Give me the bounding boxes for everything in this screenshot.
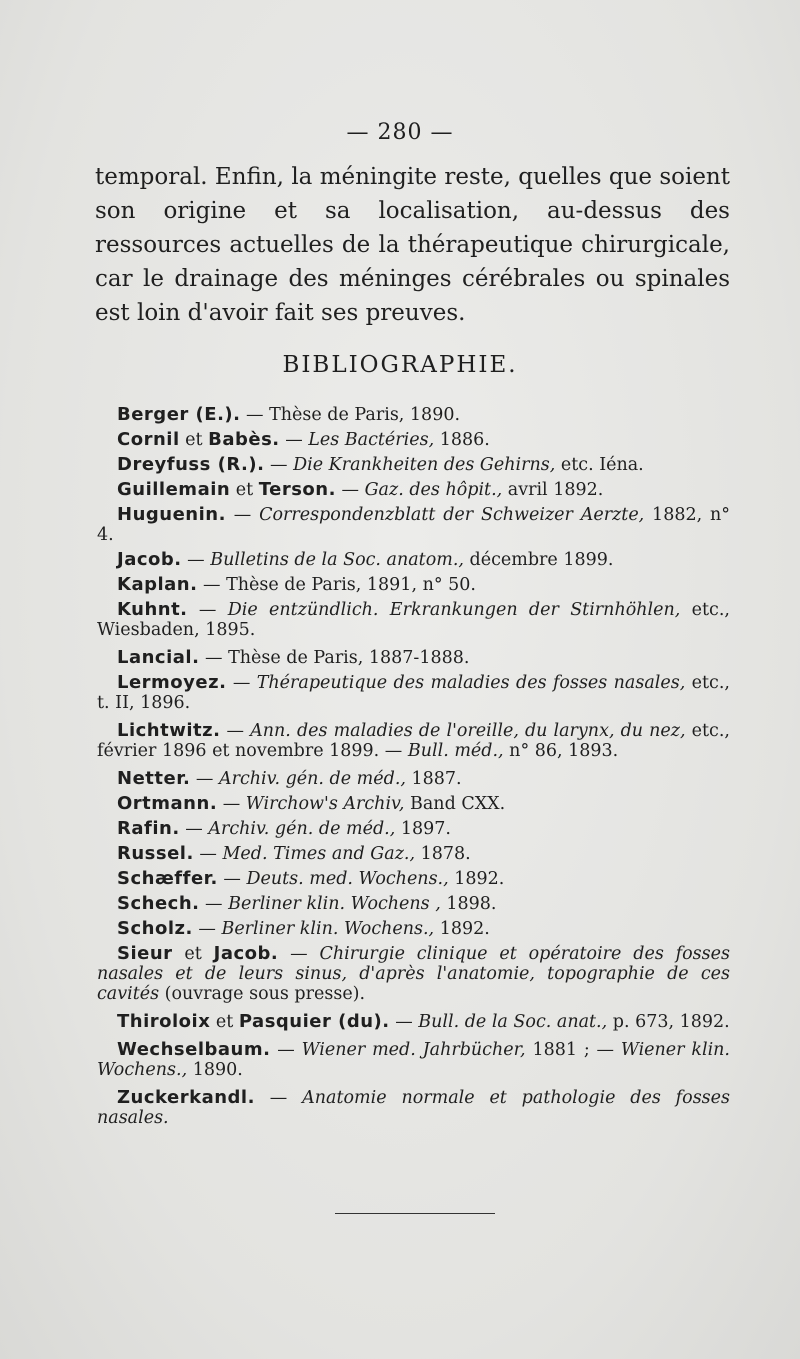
- entry-author: Russel.: [117, 843, 194, 864]
- entry-details: 1882, n° 4.: [97, 505, 730, 545]
- entry-title: Ann. des maladies de l'oreille, du larynx, du nez,: [250, 721, 686, 741]
- entry-title: Die Krankheiten des Gehirns,: [293, 455, 556, 475]
- intro-paragraph: [95, 160, 730, 330]
- entry-author: Wechselbaum.: [117, 1039, 271, 1060]
- entry-dash: —: [226, 673, 257, 693]
- entry-details: 1881 ; —: [525, 1040, 621, 1060]
- entry-coauthor: Babès.: [208, 429, 280, 450]
- entry-title: Berliner klin. Wochens.,: [221, 919, 435, 939]
- entry-conjunction: et: [179, 430, 209, 450]
- entry-author: Jacob.: [117, 549, 182, 570]
- entry-dash: —: [220, 721, 251, 741]
- bibliography-entry: [97, 944, 730, 1004]
- entry-title: Correspondenzblatt der Schweizer Aerzte,: [259, 505, 645, 525]
- entry-conjunction: et: [172, 944, 214, 964]
- entry-details: 1897.: [395, 819, 451, 839]
- entry-details: décembre 1899.: [463, 550, 614, 570]
- bibliography-entry: [97, 869, 730, 889]
- bibliography-list: [97, 405, 730, 1136]
- entry-author: Zuckerkandl.: [117, 1087, 255, 1108]
- entry-title: Les Bactéries,: [308, 430, 435, 450]
- bibliography-entry: [97, 455, 730, 475]
- bibliography-entry: [97, 1040, 730, 1080]
- entry-dash: —: [278, 944, 320, 964]
- bibliography-entry: [97, 600, 730, 640]
- page-number: — 280 —: [346, 120, 454, 145]
- entry-title: Gaz. des hôpit.,: [364, 480, 503, 500]
- bibliography-entry: [97, 919, 730, 939]
- entry-details: 1898.: [440, 894, 497, 914]
- entry-details: 1886.: [434, 430, 490, 450]
- bibliography-entry: [97, 769, 730, 789]
- entry-title: Chirurgie clinique et opératoire des fosses nasales et de leurs sinus, d'après l'anatomie, topographie de ces cavités: [97, 944, 730, 1004]
- entry-dash: —: [225, 505, 260, 525]
- entry-details: Band CXX.: [404, 794, 506, 814]
- bibliography-entry: [97, 894, 730, 914]
- entry-dash: —: [217, 869, 247, 889]
- entry-author: Rafin.: [117, 818, 180, 839]
- entry-details: etc., Wiesbaden, 1895.: [97, 600, 730, 640]
- entry-dash: —: [217, 794, 246, 814]
- entry-details: 1892.: [448, 869, 505, 889]
- entry-author: Guillemain: [117, 479, 231, 500]
- entry-title: Deuts. med. Wochens.,: [246, 869, 449, 889]
- entry-author: Schech.: [117, 893, 200, 914]
- entry-details: Thèse de Paris, 1887-1888.: [228, 648, 470, 668]
- entry-dash: —: [181, 550, 211, 570]
- bibliography-entry: [97, 405, 730, 425]
- entry-title: Bulletins de la Soc. anatom.,: [210, 550, 464, 570]
- entry-title: Berliner klin. Wochens ,: [228, 894, 441, 914]
- bibliography-entry: [97, 673, 730, 713]
- entry-dash: —: [179, 819, 209, 839]
- entry-details: 1892.: [434, 919, 490, 939]
- entry-title-secondary: Bull. méd.,: [407, 741, 504, 761]
- bibliography-entry: [97, 505, 730, 545]
- entry-title-secondary: Wiener klin. Wochens.,: [97, 1040, 730, 1080]
- entry-dash: —: [264, 455, 294, 475]
- entry-author: Sieur: [117, 943, 173, 964]
- entry-details: etc., t. II, 1896.: [97, 673, 730, 713]
- entry-dash: —: [389, 1012, 419, 1032]
- entry-title: Wiener med. Jahrbücher,: [301, 1040, 526, 1060]
- entry-details: avril 1892.: [502, 480, 604, 500]
- entry-author: Cornil: [117, 429, 180, 450]
- entry-author: Ortmann.: [117, 793, 218, 814]
- entry-conjunction: et: [230, 480, 259, 500]
- bibliography-entry: [97, 550, 730, 570]
- entry-dash: —: [197, 575, 227, 595]
- entry-coauthor: Jacob.: [213, 943, 279, 964]
- section-heading: BIBLIOGRAPHIE.: [282, 352, 518, 378]
- entry-author: Netter.: [117, 768, 191, 789]
- bibliography-entry: [97, 1088, 730, 1128]
- bibliography-entry: [97, 794, 730, 814]
- entry-author: Lermoyez.: [117, 672, 227, 693]
- entry-author: Dreyfuss (R.).: [117, 454, 265, 475]
- entry-details: Thèse de Paris, 1891, n° 50.: [226, 575, 476, 595]
- entry-dash: —: [270, 1040, 302, 1060]
- end-rule: [335, 1213, 495, 1214]
- entry-dash: —: [192, 919, 222, 939]
- bibliography-entry: [97, 648, 730, 668]
- entry-author: Thiroloix: [117, 1011, 211, 1032]
- bibliography-entry: [97, 480, 730, 500]
- bibliography-entry: [97, 844, 730, 864]
- entry-title: Thérapeutique des maladies des fosses nasales,: [256, 673, 686, 693]
- entry-dash: —: [335, 480, 365, 500]
- entry-details: Thèse de Paris, 1890.: [269, 405, 461, 425]
- entry-author: Lichtwitz.: [117, 720, 221, 741]
- entry-author: Kaplan.: [117, 574, 198, 595]
- entry-title: Die entzündlich. Erkrankungen der Stirnhöhlen,: [227, 600, 681, 620]
- bibliography-entry: [97, 819, 730, 839]
- entry-dash: —: [190, 769, 219, 789]
- entry-coauthor: Pasquier (du).: [238, 1011, 390, 1032]
- entry-details: (ouvrage sous presse).: [159, 984, 366, 1004]
- entry-dash: —: [199, 894, 229, 914]
- entry-dash: —: [254, 1088, 303, 1108]
- entry-title: Archiv. gén. de méd.,: [218, 769, 406, 789]
- entry-conjunction: et: [210, 1012, 239, 1032]
- entry-author: Berger (E.).: [117, 404, 241, 425]
- bibliography-entry: [97, 430, 730, 450]
- entry-dash: —: [240, 405, 270, 425]
- entry-details: 1878.: [415, 844, 471, 864]
- entry-author: Schæffer.: [117, 868, 218, 889]
- intro-text: temporal. Enfin, la méningite reste, quelles que soient son origine et sa localisation, au-dessus des ressources actuelles de la thérapeutique chirurgicale, car le drainage des méninges cérébrales ou spinales est loin d'avoir fait ses preuves.: [95, 164, 730, 326]
- entry-title: Bull. de la Soc. anat.,: [418, 1012, 608, 1032]
- bibliography-entry: [97, 1012, 730, 1032]
- entry-details-secondary: n° 86, 1893.: [503, 741, 619, 761]
- entry-details-secondary: 1890.: [187, 1060, 243, 1080]
- entry-details: etc. Iéna.: [555, 455, 644, 475]
- entry-title: Wirchow's Archiv,: [245, 794, 405, 814]
- entry-author: Huguenin.: [117, 504, 226, 525]
- entry-title: Anatomie normale et pathologie des fosses nasales.: [97, 1088, 730, 1128]
- entry-dash: —: [187, 600, 228, 620]
- entry-author: Scholz.: [117, 918, 193, 939]
- entry-author: Kuhnt.: [117, 599, 188, 620]
- entry-details: 1887.: [405, 769, 462, 789]
- entry-dash: —: [199, 648, 229, 668]
- bibliography-entry: [97, 575, 730, 595]
- entry-details: etc., février 1896 et novembre 1899. —: [97, 721, 730, 761]
- entry-title: Archiv. gén. de méd.,: [208, 819, 396, 839]
- entry-author: Lancial.: [117, 647, 200, 668]
- entry-title: Med. Times and Gaz.,: [222, 844, 416, 864]
- entry-details: p. 673, 1892.: [607, 1012, 730, 1032]
- entry-dash: —: [193, 844, 223, 864]
- bibliography-entry: [97, 721, 730, 761]
- entry-dash: —: [279, 430, 309, 450]
- entry-coauthor: Terson.: [258, 479, 336, 500]
